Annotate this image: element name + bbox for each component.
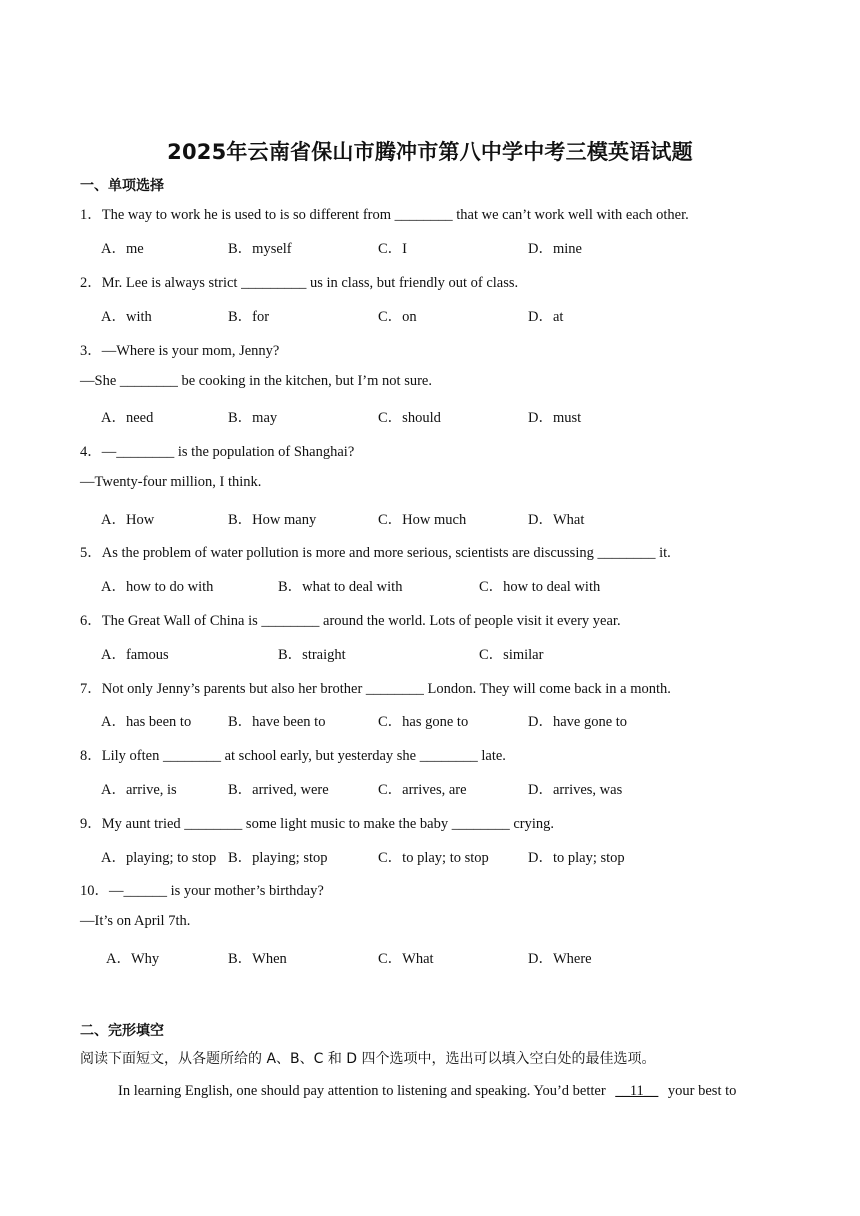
option-d: D．have gone to [528,714,628,730]
question-text-line-2: —It’s on April 7th. [80,913,191,929]
question-text-line-2: —She ________ be cooking in the kitchen, but I’m not sure. [80,373,432,389]
option-d: D．What [528,512,585,528]
option-c: C．how to deal with [479,579,601,595]
question-text: 4．—________ is the population of Shanghai? [80,444,355,460]
question-text: 9．My aunt tried ________ some light music to make the baby ________ crying. [80,816,555,832]
option-a: A．with [101,309,152,325]
option-b: B．playing; stop [228,850,328,866]
question-text: 6．The Great Wall of China is ________ around the world. Lots of people visit it every year. [80,613,621,629]
option-a: A．has been to [101,714,192,730]
blank-11: __11__ [615,1083,659,1099]
section-heading-cloze: 二、完形填空 [80,1023,164,1039]
question-text: 1．The way to work he is used to is so different from ________ that we can’t work well with each other. [80,207,689,223]
section-heading-single-choice: 一、单项选择 [80,178,164,194]
question-text: 3．—Where is your mom, Jenny? [80,343,280,359]
option-b: B．When [228,951,287,967]
option-d: D．mine [528,241,582,257]
option-b: B．arrived, were [228,782,329,798]
passage-text: In learning English, one should pay attention to listening and speaking. You’d better [118,1083,606,1099]
question-text: 7．Not only Jenny’s parents but also her brother ________ London. They will come back in a month. [80,681,671,697]
option-a: A．how to do with [101,579,214,595]
question-text: 2．Mr. Lee is always strict _________ us in class, but friendly out of class. [80,275,519,291]
question-text: 10．—______ is your mother’s birthday? [80,883,324,899]
option-c: C．How much [378,512,467,528]
option-a: A．Why [106,951,160,967]
option-a: A．me [101,241,144,257]
option-a: A．need [101,410,154,426]
option-b: B．myself [228,241,292,257]
passage-text-continued: your best to [667,1083,737,1099]
option-c: C．on [378,309,417,325]
option-b: B．straight [278,647,346,663]
option-c: C．arrives, are [378,782,467,798]
question-text: 8．Lily often ________ at school early, but yesterday she ________ late. [80,748,506,764]
option-c: C．to play; to stop [378,850,489,866]
option-c: C．has gone to [378,714,469,730]
option-a: A．arrive, is [101,782,177,798]
option-c: C．similar [479,647,544,663]
cloze-passage-line [118,1083,736,1100]
option-d: D．at [528,309,564,325]
question-text-line-2: —Twenty-four million, I think. [80,474,262,490]
option-a: A．famous [101,647,169,663]
option-c: C．I [378,241,407,257]
page-title: 2025年云南省保山市腾冲市第八中学中考三模英语试题 [167,140,693,164]
cloze-instruction: 阅读下面短文，从各题所给的 A、B、C 和 D 四个选项中，选出可以填入空白处的最佳选项。 [80,1051,656,1067]
option-d: D．to play; stop [528,850,625,866]
option-b: B．for [228,309,270,325]
option-a: A．How [101,512,155,528]
option-b: B．may [228,410,278,426]
option-a: A．playing; to stop [101,850,217,866]
option-b: B．have been to [228,714,326,730]
option-d: D．arrives, was [528,782,623,798]
option-b: B．How many [228,512,317,528]
option-c: C．What [378,951,434,967]
option-c: C．should [378,410,441,426]
option-d: D．Where [528,951,592,967]
question-text: 5．As the problem of water pollution is more and more serious, scientists are discussing ________ it. [80,545,671,561]
option-b: B．what to deal with [278,579,403,595]
option-d: D．must [528,410,582,426]
